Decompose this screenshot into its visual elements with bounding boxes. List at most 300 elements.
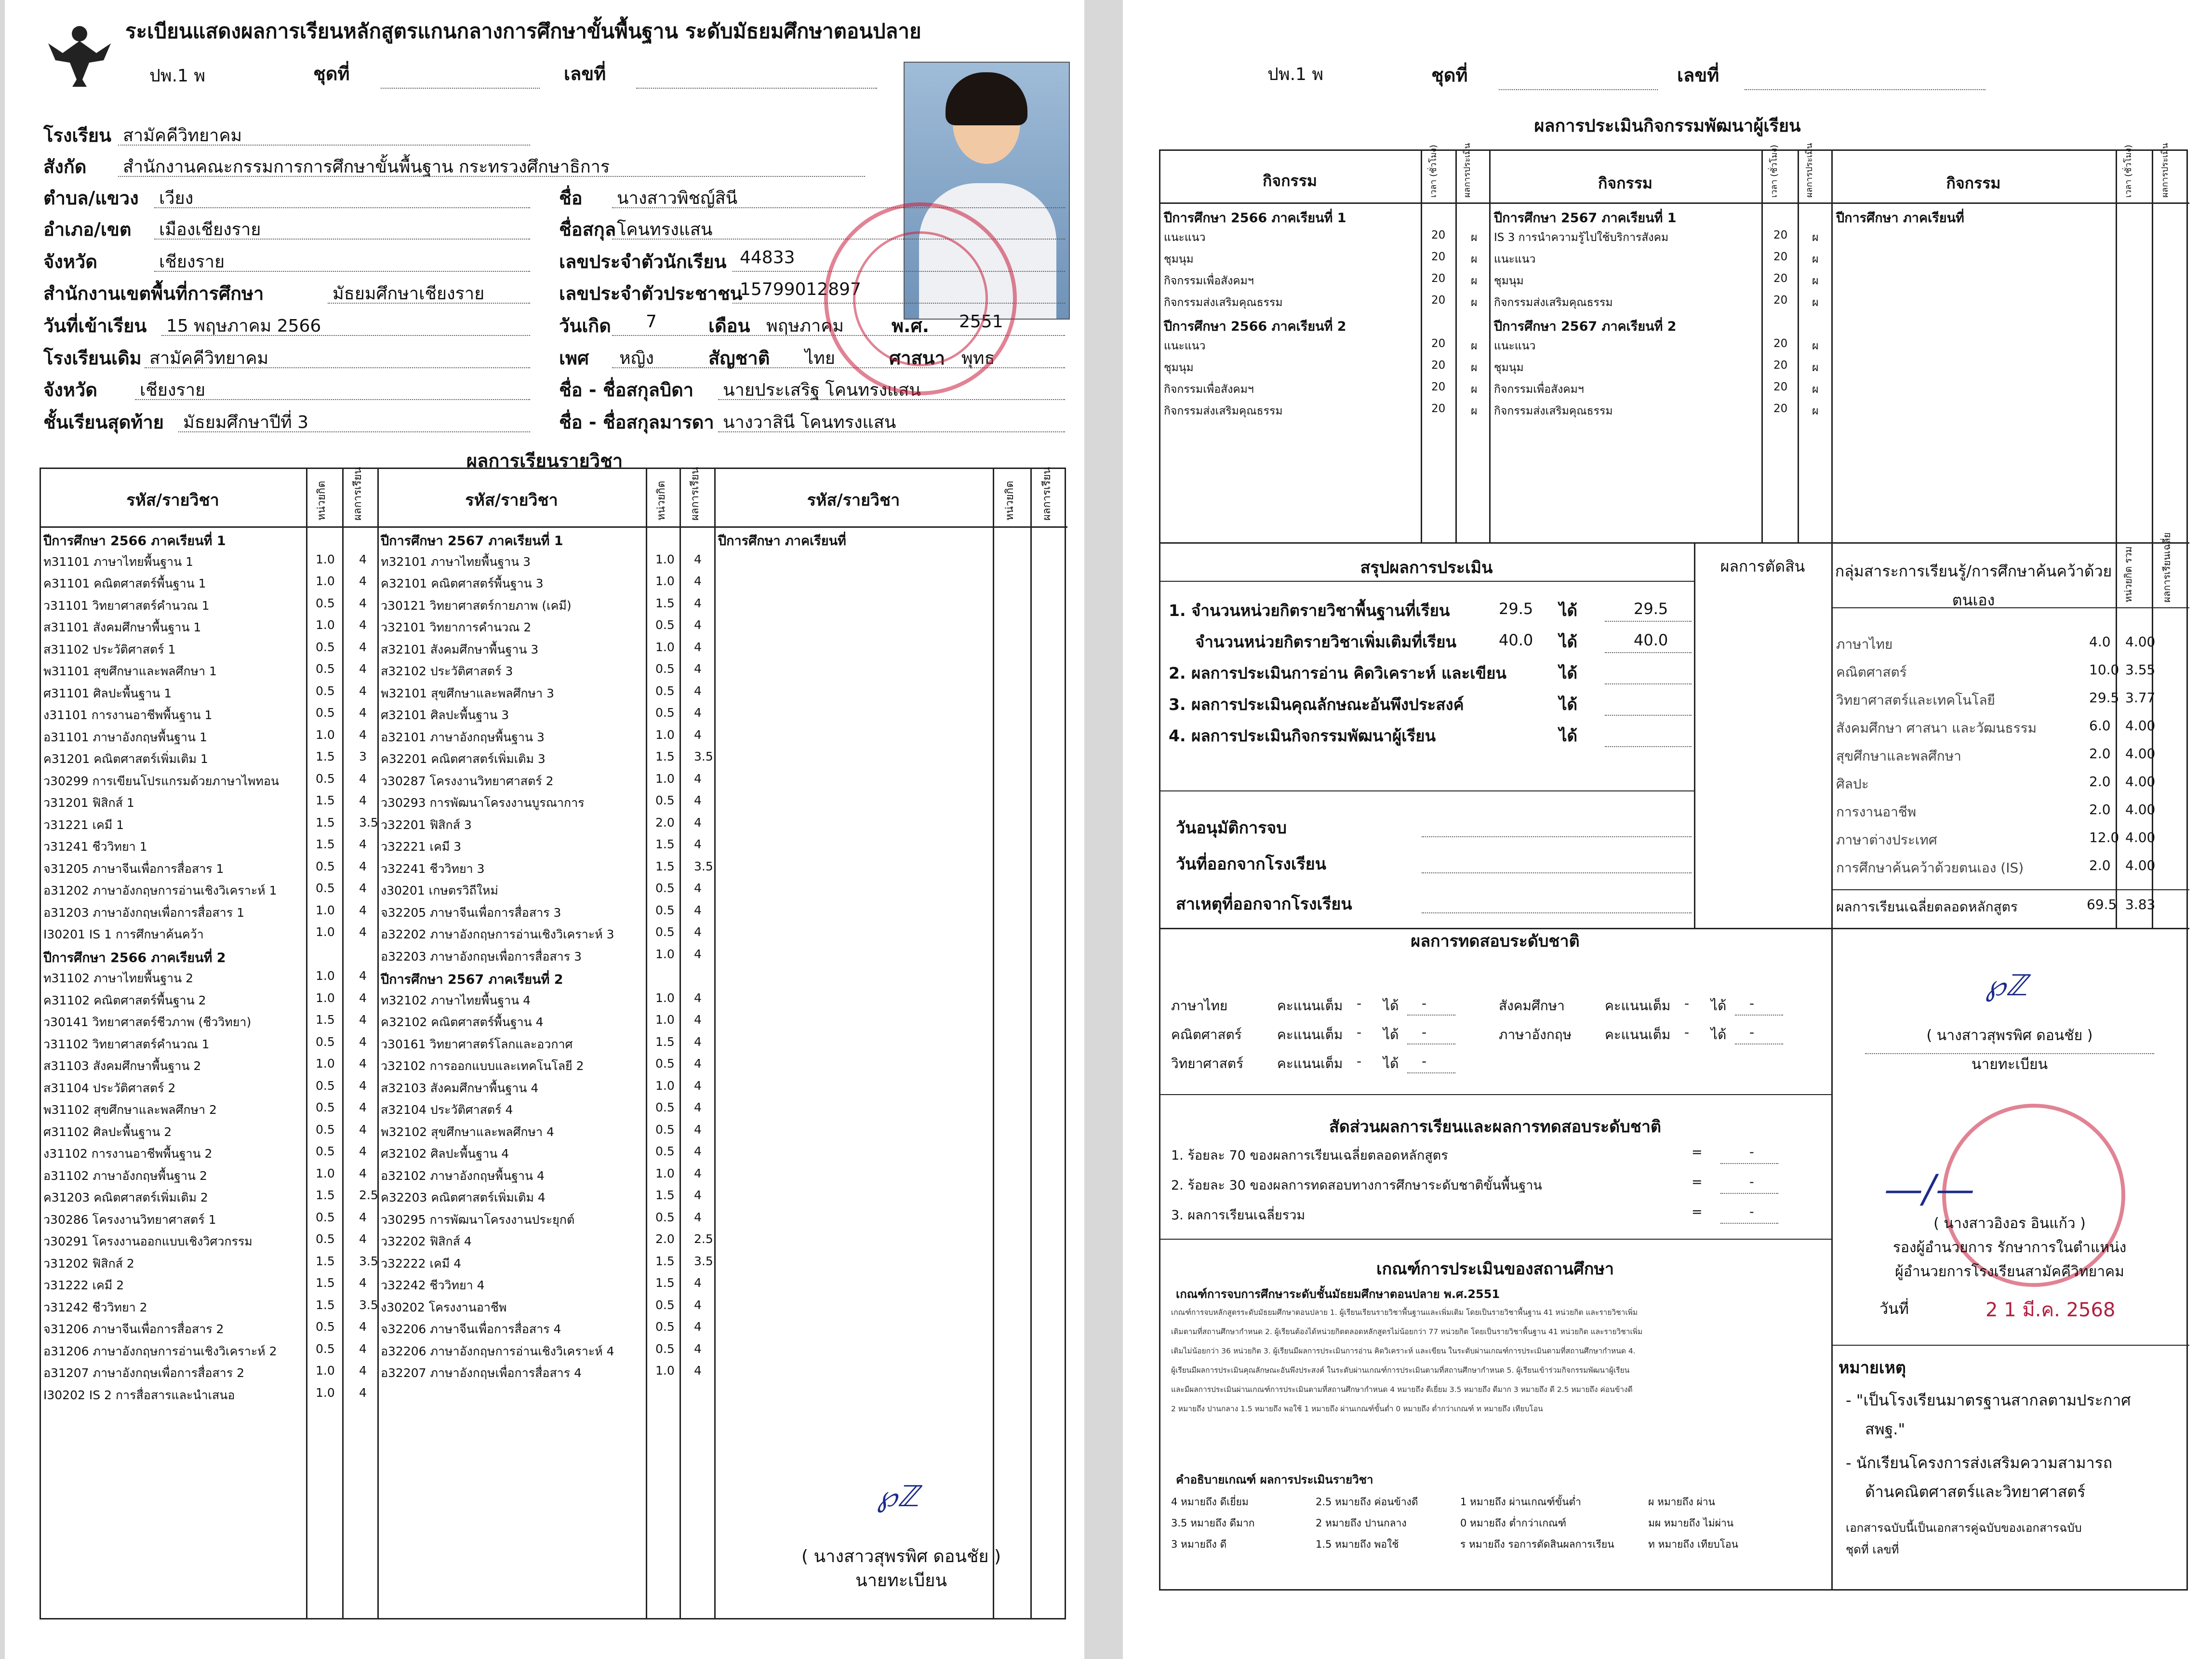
course-grade: 4 <box>694 837 702 851</box>
course-name: ว32222 เคมี 4 <box>381 1256 462 1271</box>
course-name: ศ31101 ศิลปะพื้นฐาน 1 <box>43 686 172 700</box>
course-grade: 4 <box>694 1078 702 1093</box>
course-name: ง30202 โครงงานอาชีพ <box>381 1300 507 1314</box>
course-grade: 4 <box>694 1210 702 1224</box>
course-credit: 1.0 <box>655 1166 675 1180</box>
legend-entry: 3.5 หมายถึง ดีมาก <box>1171 1517 1255 1529</box>
field-label: วันที่เข้าเรียน <box>43 315 147 336</box>
director-signature: —∕— <box>1884 1166 1974 1211</box>
course-grade: 4 <box>359 1013 367 1027</box>
course-grade: 4 <box>359 1166 367 1180</box>
course-name: ส32101 สังคมศึกษาพื้นฐาน 3 <box>381 642 539 656</box>
activity-name: กิจกรรมส่งเสริมคุณธรรม <box>1164 405 1283 417</box>
course-name: ศ31102 ศิลปะพื้นฐาน 2 <box>43 1124 172 1139</box>
course-name: ค32201 คณิตศาสตร์เพิ่มเติม 3 <box>381 752 546 766</box>
course-name: อ31102 ภาษาอังกฤษพื้นฐาน 2 <box>43 1168 207 1183</box>
summary-item-got-label: ได้ <box>1559 632 1578 651</box>
activity-hours: 20 <box>1773 229 1788 241</box>
field-line <box>154 271 530 272</box>
activity-hours: 20 <box>1773 402 1788 415</box>
registrar-name-r: ( นางสาวสุพรพิศ ดอนชัย ) <box>1926 1027 2093 1044</box>
activity-result: ผ <box>1812 383 1819 396</box>
activity-hours: 20 <box>1773 359 1788 372</box>
course-credit: 0.5 <box>655 1210 675 1224</box>
summary-item-line <box>1605 621 1692 622</box>
course-name: ค31101 คณิตศาสตร์พื้นฐาน 1 <box>43 576 206 590</box>
course-credit: 1.5 <box>655 1254 675 1268</box>
ratio-top-rule <box>1159 1094 1831 1095</box>
group-avg-header: ผลการเรียนเฉลี่ย <box>2161 532 2172 602</box>
course-credit: 1.5 <box>316 1276 335 1290</box>
course-name: ส32104 ประวัติศาสตร์ 4 <box>381 1103 513 1117</box>
group-credit-header: หน่วยกิต รวม <box>2122 546 2134 602</box>
name-label: ชื่อ <box>559 187 583 209</box>
summary-item-line <box>1605 652 1692 653</box>
act-col1-header: กิจกรรม <box>1263 172 1317 190</box>
group-name: การงานอาชีพ <box>1836 804 1917 820</box>
dob-year: 2551 <box>959 312 1003 332</box>
activity-hours: 20 <box>1431 359 1446 372</box>
national-full-label: คะแนนเต็ม <box>1605 998 1671 1014</box>
legend-entry: 0 หมายถึง ต่ำกว่าเกณฑ์ <box>1460 1517 1566 1529</box>
course-credit: 1.5 <box>655 1276 675 1290</box>
activity-hours: 20 <box>1773 294 1788 307</box>
ratio-item: 3. ผลการเรียนเฉลี่ยรวม <box>1171 1208 1306 1223</box>
legend-entry: 2.5 หมายถึง ค่อนข้างดี <box>1316 1496 1418 1508</box>
course-credit: 1.0 <box>655 990 675 1005</box>
group-credit: 10.0 <box>2089 662 2119 678</box>
field-label: ชั้นเรียนสุดท้าย <box>43 412 164 433</box>
activity-semester-heading: ปีการศึกษา 2567 ภาคเรียนที่ 2 <box>1494 319 1677 334</box>
group-credit: 29.5 <box>2089 690 2119 706</box>
remark-line: เอกสารฉบับนี้เป็นเอกสารคู่ฉบับของเอกสารฉบับ <box>1846 1521 2082 1535</box>
national-line <box>1735 1015 1783 1016</box>
course-grade: 4 <box>694 618 702 632</box>
summary-item-label: 4. ผลการประเมินกิจกรรมพัฒนาผู้เรียน <box>1169 726 1436 745</box>
course-credit: 0.5 <box>655 1320 675 1334</box>
mother-name: นางวาสินี โคนทรงแสน <box>723 413 896 432</box>
course-grade: 4 <box>694 1100 702 1114</box>
course-credit: 1.0 <box>316 1166 335 1180</box>
activity-name: กิจกรรมส่งเสริมคุณธรรม <box>1494 405 1613 417</box>
director-title-1: รองผู้อำนวยการ รักษาการในตำแหน่ง <box>1892 1239 2127 1256</box>
ratio-line <box>1720 1163 1778 1164</box>
course-credit: 0.5 <box>316 1210 335 1224</box>
course-credit: 1.0 <box>655 771 675 786</box>
course-grade: 4 <box>359 706 367 720</box>
course-credit: 1.0 <box>655 640 675 654</box>
national-line <box>1407 1015 1455 1016</box>
activity-hours: 20 <box>1431 381 1446 393</box>
col3-header: รหัส/รายวิชา <box>807 491 900 510</box>
course-grade: 4 <box>359 925 367 939</box>
course-name: ง31102 การงานอาชีพพื้นฐาน 2 <box>43 1147 213 1161</box>
field-line <box>135 399 530 400</box>
act-sep-3 <box>1489 149 1491 542</box>
group-average: 3.77 <box>2125 690 2156 706</box>
group-credit: 12.0 <box>2089 830 2119 845</box>
act-sep-8 <box>2152 149 2153 542</box>
course-name: ว31241 ชีววิทยา 1 <box>43 840 147 854</box>
group-name: คณิตศาสตร์ <box>1836 664 1907 680</box>
field-line <box>178 431 530 432</box>
ratio-item: 1. ร้อยละ 70 ของผลการเรียนเฉลี่ยตลอดหลักสูตร <box>1171 1148 1448 1163</box>
legend-entry: 3 หมายถึง ดี <box>1171 1539 1227 1550</box>
course-grade: 4 <box>359 859 367 873</box>
summary-title: สรุปผลการประเมิน <box>1360 558 1493 577</box>
course-name: อ31203 ภาษาอังกฤษเพื่อการสื่อสาร 1 <box>43 905 244 920</box>
course-name: ค31201 คณิตศาสตร์เพิ่มเติม 1 <box>43 752 208 766</box>
course-name: อ31207 ภาษาอังกฤษเพื่อการสื่อสาร 2 <box>43 1366 244 1380</box>
no-label: เลขที่ <box>564 63 606 84</box>
national-full-value: - <box>1357 995 1362 1011</box>
course-grade: 3 <box>359 749 367 763</box>
course-credit: 0.5 <box>655 1100 675 1114</box>
legend-entry: 1.5 หมายถึง พอใช้ <box>1316 1539 1399 1550</box>
course-grade: 4 <box>694 1298 702 1312</box>
course-credit: 1.0 <box>655 1013 675 1027</box>
activity-name: กิจกรรมส่งเสริมคุณธรรม <box>1164 296 1283 309</box>
course-grade: 4 <box>694 1166 702 1180</box>
course-grade: 4 <box>359 1078 367 1093</box>
sex-label: เพศ <box>559 348 589 369</box>
overall-gpa: 3.83 <box>2125 896 2156 912</box>
course-credit: 0.5 <box>655 706 675 720</box>
transcript-page-front <box>5 0 1084 1659</box>
course-name: ว31202 ฟิสิกส์ 2 <box>43 1256 134 1271</box>
col3-sep-b <box>1030 468 1032 1619</box>
act-result-1: ผลการประเมิน <box>1462 143 1472 198</box>
group-average: 4.00 <box>2125 634 2156 650</box>
group-average: 3.55 <box>2125 662 2156 678</box>
criteria-title: เกณฑ์การประเมินของสถานศึกษา <box>1376 1259 1614 1279</box>
course-credit: 0.5 <box>316 640 335 654</box>
course-name: ส31103 สังคมศึกษาพื้นฐาน 2 <box>43 1059 201 1073</box>
course-credit: 0.5 <box>655 1298 675 1312</box>
field-value: สำนักงานคณะกรรมการการศึกษาขั้นพื้นฐาน กระทรวงศึกษาธิการ <box>123 157 610 177</box>
course-credit: 0.5 <box>655 925 675 939</box>
remark-rule <box>1831 1345 2189 1346</box>
group-name: ภาษาไทย <box>1836 636 1893 652</box>
course-grade: 4 <box>694 1144 702 1158</box>
course-name: อ32102 ภาษาอังกฤษพื้นฐาน 4 <box>381 1168 545 1183</box>
dob-day: 7 <box>646 312 657 332</box>
col3-sep-a <box>993 468 994 1619</box>
course-name: ว30121 วิทยาศาสตร์กายภาพ (เคมี) <box>381 598 572 613</box>
course-grade: 4 <box>359 837 367 851</box>
national-full-label: คะแนนเต็ม <box>1277 998 1343 1014</box>
national-full-value: - <box>1357 1053 1362 1069</box>
course-credit: 1.5 <box>316 815 335 830</box>
course-credit: 1.5 <box>316 1254 335 1268</box>
course-credit: 0.5 <box>655 793 675 807</box>
course-credit: 1.0 <box>655 574 675 588</box>
father-line <box>718 399 1065 400</box>
col1-grade-header: ผลการเรียน <box>352 467 364 521</box>
field-value: สามัคคีวิทยาคม <box>149 348 269 368</box>
national-got-label: ได้ <box>1383 998 1399 1014</box>
activity-hours: 20 <box>1773 251 1788 263</box>
activity-semester-heading: ปีการศึกษา 2567 ภาคเรียนที่ 1 <box>1494 211 1677 226</box>
national-got-value: - <box>1749 1024 1755 1040</box>
col3-credit-header: หน่วยกิต <box>1004 481 1016 521</box>
course-grade: 4 <box>694 1057 702 1070</box>
form-code-r: ปพ.1 พ <box>1267 65 1324 84</box>
course-credit: 1.5 <box>316 837 335 851</box>
summary-item-earned: 40.0 <box>1634 631 1668 649</box>
col1-sep-a <box>306 468 307 1619</box>
sex-value: หญิง <box>619 348 654 368</box>
summary-item-got-label: ได้ <box>1559 664 1578 682</box>
field-value: เชียงราย <box>159 252 225 272</box>
course-name: อ32206 ภาษาอังกฤษการอ่านเชิงวิเคราะห์ 4 <box>381 1344 614 1358</box>
course-grade: 4 <box>694 1013 702 1027</box>
course-credit: 1.0 <box>316 618 335 632</box>
activity-title: ผลการประเมินกิจกรรมพัฒนาผู้เรียน <box>1534 116 1801 136</box>
course-grade: 4 <box>694 1341 702 1356</box>
legend-entry: 1 หมายถึง ผ่านเกณฑ์ขั้นต่ำ <box>1460 1496 1581 1508</box>
activity-hours: 20 <box>1431 402 1446 415</box>
course-grade: 4 <box>359 1364 367 1378</box>
national-subject: คณิตศาสตร์ <box>1171 1027 1242 1043</box>
activity-result: ผ <box>1812 275 1819 287</box>
registrar-title: นายทะเบียน <box>855 1571 947 1591</box>
summary-item-line <box>1605 715 1692 716</box>
no-label-r: เลขที่ <box>1677 65 1719 86</box>
summary-item-label: 1. จำนวนหน่วยกิตรายวิชาพื้นฐานที่เรียน <box>1169 601 1450 620</box>
student-name: นางสาวพิชญ์สินี <box>617 188 738 208</box>
summary-item-label: 2. ผลการประเมินการอ่าน คิดวิเคราะห์ และเขียน <box>1169 664 1506 682</box>
semester-heading: ปีการศึกษา 2566 ภาคเรียนที่ 1 <box>43 534 226 549</box>
course-grade: 4 <box>359 1276 367 1290</box>
activity-result: ผ <box>1471 253 1478 266</box>
summary-item-got-label: ได้ <box>1559 695 1578 714</box>
course-grade: 4 <box>359 596 367 610</box>
course-credit: 1.0 <box>316 552 335 566</box>
nid-label: เลขประจำตัวประชาชน <box>559 283 743 304</box>
ratio-value: - <box>1749 1204 1754 1219</box>
course-credit: 0.5 <box>316 1341 335 1356</box>
field-label: ตำบล/แขวง <box>43 187 139 209</box>
no-line <box>636 88 877 89</box>
school-stamp-inner <box>853 231 988 366</box>
course-name: ว30295 การพัฒนาโครงงานประยุกต์ <box>381 1212 575 1227</box>
act-hours-2: เวลา (ชั่วโมง) <box>1769 145 1779 198</box>
lower-sep <box>1831 928 1833 1591</box>
course-grade: 4 <box>694 552 702 566</box>
course-name: พ32102 สุขศึกษาและพลศึกษา 4 <box>381 1124 554 1139</box>
course-name: ค32101 คณิตศาสตร์พื้นฐาน 3 <box>381 576 544 590</box>
set-line <box>381 88 540 89</box>
course-grade: 3.5 <box>359 815 378 830</box>
activity-hours: 20 <box>1431 337 1446 350</box>
col2-end <box>714 468 716 1619</box>
course-name: อ31206 ภาษาอังกฤษการอ่านเชิงวิเคราะห์ 2 <box>43 1344 277 1358</box>
col2-sep-a <box>646 468 647 1619</box>
dob-label: วันเกิด <box>559 315 611 336</box>
set-line-r <box>1499 89 1658 90</box>
act-result-2: ผลการประเมิน <box>1804 143 1814 198</box>
course-grade: 4 <box>694 683 702 698</box>
col1-header: รหัส/รายวิชา <box>126 491 219 510</box>
course-credit: 0.5 <box>655 1122 675 1137</box>
course-name: ง31101 การงานอาชีพพื้นฐาน 1 <box>43 708 213 722</box>
course-grade: 3.5 <box>694 1254 713 1268</box>
field-value: 15 พฤษภาคม 2566 <box>166 316 321 336</box>
course-name: ว31222 เคมี 2 <box>43 1278 124 1292</box>
course-name: อ32202 ภาษาอังกฤษการอ่านเชิงวิเคราะห์ 3 <box>381 927 614 941</box>
director-name: ( นางสาวอิงอร อินแก้ว ) <box>1933 1215 2086 1232</box>
course-name: ท31101 ภาษาไทยพื้นฐาน 1 <box>43 554 194 569</box>
semester-heading: ปีการศึกษา 2567 ภาคเรียนที่ 1 <box>381 534 563 549</box>
course-grade: 4 <box>694 925 702 939</box>
activity-name: กิจกรรมส่งเสริมคุณธรรม <box>1494 296 1613 309</box>
national-got-value: - <box>1422 995 1427 1011</box>
summary-item-earned: 29.5 <box>1634 600 1668 618</box>
course-name: ว32202 ฟิสิกส์ 4 <box>381 1234 472 1248</box>
course-grade: 3.5 <box>359 1254 378 1268</box>
course-grade: 2.5 <box>359 1188 378 1202</box>
remark-line: ชุดที่ เลขที่ <box>1846 1543 1899 1556</box>
course-credit: 1.5 <box>316 749 335 763</box>
activity-result: ผ <box>1471 405 1478 417</box>
course-name: พ31101 สุขศึกษาและพลศึกษา 1 <box>43 664 217 678</box>
national-subject: สังคมศึกษา <box>1499 998 1565 1014</box>
summary-item-got-label: ได้ <box>1559 726 1578 745</box>
course-name: ศ32102 ศิลปะพื้นฐาน 4 <box>381 1147 509 1161</box>
summary-item-label: จำนวนหน่วยกิตรายวิชาเพิ่มเติมที่เรียน <box>1195 632 1457 651</box>
field-value: เชียงราย <box>140 380 206 400</box>
criteria-line: เกณฑ์การจบหลักสูตรระดับมัธยมศึกษาตอนปลาย 1. ผู้เรียนเรียนรายวิชาพื้นฐานและเพิ่มเติม โดยเป็นรายวิชาพื้นฐาน 41 หน่วยกิต และรายวิชาเพิ่ม <box>1171 1308 1638 1317</box>
activity-result: ผ <box>1471 361 1478 374</box>
course-grade: 4 <box>694 1276 702 1290</box>
national-got-label: ได้ <box>1711 998 1727 1014</box>
no-line-r <box>1745 89 1985 90</box>
ratio-title: สัดส่วนผลการเรียนและผลการทดสอบระดับชาติ <box>1329 1117 1662 1137</box>
act-sep-1 <box>1421 149 1422 542</box>
activity-name: กิจกรรมเพื่อสังคมฯ <box>1164 275 1254 287</box>
course-credit: 0.5 <box>655 683 675 698</box>
col2-credit-header: หน่วยกิต <box>655 481 667 521</box>
course-credit: 0.5 <box>316 1144 335 1158</box>
course-credit: 0.5 <box>316 596 335 610</box>
father-label: ชื่อ - ชื่อสกุลบิดา <box>559 379 694 401</box>
results-header-rule <box>40 526 1067 528</box>
course-credit: 0.5 <box>655 903 675 917</box>
field-label: โรงเรียน <box>43 125 112 146</box>
course-grade: 4 <box>694 771 702 786</box>
national-got-value: - <box>1749 995 1755 1011</box>
national-full-label: คะแนนเต็ม <box>1277 1027 1343 1043</box>
course-name: ว30286 โครงงานวิทยาศาสตร์ 1 <box>43 1212 216 1227</box>
course-grade: 4 <box>359 1341 367 1356</box>
course-name: อ31101 ภาษาอังกฤษพื้นฐาน 1 <box>43 730 207 744</box>
activity-hours: 20 <box>1431 229 1446 241</box>
summary-item-label: 3. ผลการประเมินคุณลักษณะอันพึงประสงค์ <box>1169 695 1464 714</box>
course-name: จ32205 ภาษาจีนเพื่อการสื่อสาร 3 <box>381 905 561 920</box>
course-name: ส31102 ประวัติศาสตร์ 1 <box>43 642 176 656</box>
course-grade: 4 <box>359 1232 367 1246</box>
field-label: สังกัด <box>43 156 87 177</box>
course-credit: 1.5 <box>316 793 335 807</box>
course-grade: 4 <box>359 683 367 698</box>
course-name: ว32101 วิทยาการคำนวณ 2 <box>381 620 532 634</box>
course-grade: 4 <box>359 1034 367 1049</box>
national-full-value: - <box>1357 1024 1362 1040</box>
course-grade: 4 <box>694 574 702 588</box>
course-grade: 4 <box>359 1320 367 1334</box>
year-label: พ.ศ. <box>892 315 930 336</box>
activity-result: ผ <box>1471 383 1478 396</box>
course-name: ค32203 คณิตศาสตร์เพิ่มเติม 4 <box>381 1191 546 1204</box>
course-grade: 4 <box>359 903 367 917</box>
mother-line <box>718 431 1065 432</box>
legend-entry: 4 หมายถึง ดีเยี่ยม <box>1171 1496 1249 1508</box>
course-name: ส32103 สังคมศึกษาพื้นฐาน 4 <box>381 1081 539 1095</box>
registrar-title-r: นายทะเบียน <box>1971 1056 2048 1073</box>
course-grade: 4 <box>694 793 702 807</box>
field-value: เมืองเชียงราย <box>159 220 261 240</box>
course-name: ว32241 ชีววิทยา 3 <box>381 861 485 876</box>
criteria-line: เติมตามที่สถานศึกษากำหนด 2. ผู้เรียนต้องได้หน่วยกิตตลอดหลักสูตรไม่น้อยกว่า 77 หน่วยกิต โดยเป็นรายวิชาพื้นฐาน 41 หน่วยกิต และรายวิชาเพิ่ม <box>1171 1327 1643 1336</box>
activity-semester-heading: ปีการศึกษา ภาคเรียนที่ <box>1836 211 1964 226</box>
field-line <box>328 303 530 304</box>
course-grade: 3.5 <box>694 859 713 873</box>
course-name: ว31242 ชีววิทยา 2 <box>43 1300 147 1314</box>
field-line <box>118 145 530 146</box>
course-grade: 4 <box>694 1034 702 1049</box>
course-credit: 0.5 <box>655 1057 675 1070</box>
form-code: ปพ.1 พ <box>149 66 206 86</box>
course-name: ว31221 เคมี 1 <box>43 817 124 832</box>
course-credit: 0.5 <box>655 881 675 895</box>
remark-line: ด้านคณิตศาสตร์และวิทยาศาสตร์ <box>1865 1483 2086 1501</box>
sex-line <box>612 367 1065 368</box>
course-grade: 4 <box>694 881 702 895</box>
leave-date-label: วันที่ออกจากโรงเรียน <box>1176 855 1326 874</box>
course-credit: 1.0 <box>316 574 335 588</box>
course-credit: 0.5 <box>316 859 335 873</box>
course-name: อ32101 ภาษาอังกฤษพื้นฐาน 3 <box>381 730 545 744</box>
national-title: ผลการทดสอบระดับชาติ <box>1411 932 1580 951</box>
criteria-line: เติมไม่น้อยกว่า 36 หน่วยกิต 3. ผู้เรียนมีผลการประเมินการอ่าน คิดวิเคราะห์ และเขียน ในระดับผ่านเกณฑ์การประเมินตามที่สถานศึกษากำหนด 4. <box>1171 1347 1636 1355</box>
activity-bottom-rule <box>1159 542 2189 544</box>
col3-grade-header: ผลการเรียน <box>1041 467 1053 521</box>
national-id: 15799012897 <box>740 280 861 299</box>
course-credit: 1.5 <box>655 1188 675 1202</box>
course-grade: 4 <box>694 1364 702 1378</box>
national-subject: ภาษาอังกฤษ <box>1499 1027 1572 1043</box>
course-name: I30202 IS 2 การสื่อสารและนำเสนอ <box>43 1388 235 1402</box>
activity-result: ผ <box>1812 340 1819 352</box>
course-grade: 4 <box>694 815 702 830</box>
student-surname: โคนทรงแสน <box>617 220 713 240</box>
course-name: พ32101 สุขศึกษาและพลศึกษา 3 <box>381 686 554 700</box>
criteria-line: และมีผลการประเมินผ่านเกณฑ์การประเมินตามที่สถานศึกษากำหนด 4 หมายถึง ดีเยี่ยม 3.5 หมายถึง ดีมาก 3 หมายถึง ดี 2.5 หมายถึง ค่อนข้างดี <box>1171 1385 1633 1394</box>
course-credit: 1.0 <box>655 727 675 742</box>
group-average: 4.00 <box>2125 857 2156 873</box>
activity-result: ผ <box>1812 231 1819 244</box>
act-sep-2 <box>1455 149 1457 542</box>
course-credit: 0.5 <box>316 662 335 676</box>
course-name: จ31206 ภาษาจีนเพื่อการสื่อสาร 2 <box>43 1322 224 1336</box>
remark-line: - นักเรียนโครงการส่งเสริมความสามารถ <box>1846 1454 2113 1472</box>
activity-result: ผ <box>1812 253 1819 266</box>
group-name: วิทยาศาสตร์และเทคโนโลยี <box>1836 692 1995 708</box>
activity-name: แนะแนว <box>1494 253 1536 266</box>
course-credit: 0.5 <box>316 1100 335 1114</box>
activity-name: ชุมนุม <box>1164 361 1194 374</box>
